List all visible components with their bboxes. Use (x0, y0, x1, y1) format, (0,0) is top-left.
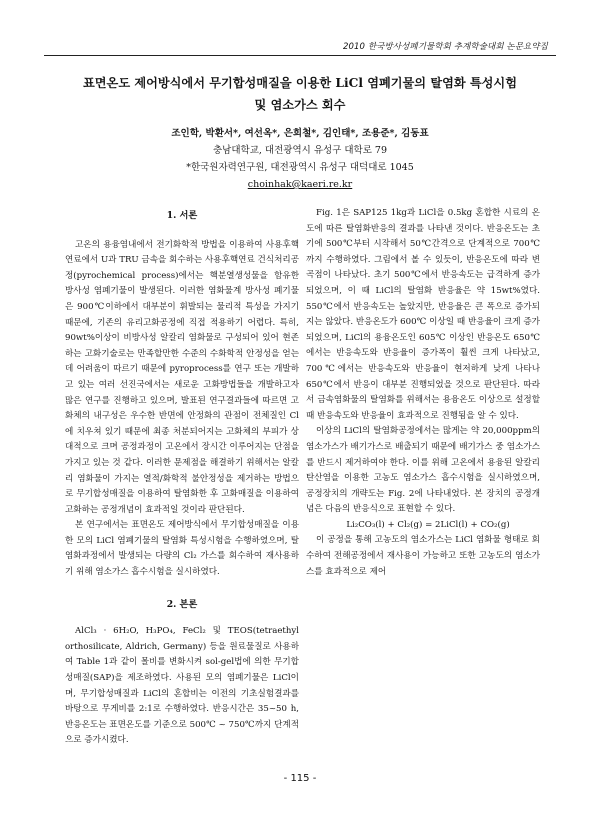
reaction-equation: Li₂CO₃(l) + Cl₂(g) = 2LiCl(l) + CO₂(g) (346, 519, 510, 530)
page-number: - 115 - (283, 773, 317, 784)
right-column (306, 206, 540, 580)
left-column (65, 206, 299, 749)
body-paragraph-3: 이상의 LiCl의 탈염화공정에서는 많게는 약 20,000ppm의 염소가스가 배기가스로 배출되기 때문에 배기가스 중 염소가스를 반드시 제거하여야 한다. 이를 위해 고온에서 용융된 알칼리탄산염을 이용한 고농도 염소가스 흡수시험을 실시하였으며, 공정장치의 개략도는 Fig. 2에 나타내었다. 본 장치의 공정개념은 다음의 반응식으로 표현할 수 있다. (306, 426, 540, 515)
paper-title (60, 72, 540, 116)
intro-paragraph-2: 본 연구에서는 표면온도 제어방식에서 무기합성매질을 이용한 모의 LiCl 염폐기물의 탈염화 특성시험을 수행하였으며, 탈염화과정에서 발생되는 다량의 Cl₂ 가스를 회수하여 재사용하기 위해 염소가스 흡수시험을 실시하였다. (65, 520, 299, 578)
header-rule (44, 55, 556, 56)
authors-line: 조인학, 박환서*, 여선옥*, 은희철*, 김인태*, 조용준*, 김동표 (171, 128, 429, 139)
body-paragraph-2: Fig. 1은 SAP125 1kg과 LiCl을 0.5kg 혼합한 시료의 온도에 따른 탈염화반응의 결과를 나타낸 것이다. 반응온도는 초기에 500℃부터 시작해서 50℃간격으로 단계적으로 700℃까지 수행하였다. 그림에서 볼 수 있듯이, 반응온도에 따라 변곡점이 나타났다. 초기 500℃에서 반응속도는 급격하게 증가되었으며, 이 때 LiCl의 탈염화 반응율은 약 15wt%였다. 550℃에서 반응속도는 높았지만, 반응율은 큰 폭으로 증가되지는 않았다. 반응온도가 600℃ 이상일 때 반응율이 크게 증가되었으며, LiCl의 용융온도인 605℃ 이상인 반응온도 650℃에서는 반응속도와 반응율이 증가폭이 훨씬 크게 나타났고, 700℃에서는 반응속도와 반응율이 현저하게 낮게 나타나 650℃에서 반응이 대부분 진행되었을 것으로 판단된다. 따라서 금속염화물의 탈염화를 위해서는 용융온도 이상으로 설정할 때 반응속도와 반응율이 효과적으로 진행됨을 알 수 있다. (306, 208, 540, 421)
title-line-2: 및 염소가스 회수 (254, 98, 346, 112)
author-block (60, 125, 540, 193)
section-heading-body: 2. 본론 (166, 598, 198, 610)
body-paragraph-4: 이 공정을 통해 고농도의 염소가스는 LiCl 염화물 형태로 회수하여 전해공정에서 재사용이 가능하고 또한 고농도의 염소가스를 효과적으로 제어 (306, 535, 540, 577)
body-paragraph-1: AlCl₃ · 6H₂O, H₃PO₄, FeCl₂ 및 TEOS(tetraethyl orthosilicate, Aldrich, Germany) 등을 원료물질로 사용하여 Table 1과 같이 몰비를 변화시켜 sol-gel법에 의한 무기합성매질(SAP)을 제조하였다. 사용된 모의 염폐기물은 LiCl이며, 무기합성매질과 LiCl의 혼합비는 이전의 기초실험결과를 바탕으로 무게비를 2:1로 수행하였다. 반응시간은 35~50 h, 반응온도는 표면온도를 기준으로 500℃ ~ 750℃까지 단계적으로 증가시켰다. (65, 626, 299, 746)
title-line-1: 표면온도 제어방식에서 무기합성매질을 이용한 LiCl 염폐기물의 탈염화 특성시험 (83, 76, 517, 90)
affiliation-1: 충남대학교, 대전광역시 유성구 대학로 79 (212, 145, 388, 156)
intro-paragraph-1: 고온의 용융염내에서 전기화학적 방법을 이용하여 사용후핵연료에서 U과 TRU 금속을 회수하는 사용후핵연료 건식처리공정(pyrochemical process)에서는 핵분열생성물을 함유한 방사성 염폐기물이 발생된다. 이러한 염화물계 방사성 폐기물은 900℃이하에서 대부분이 휘발되는 물리적 특성을 가지기 때문에, 기존의 유리고화공정에 직접 적용하기 어렵다. 특히, 90wt%이상이 비방사성 알칼리 염화물로 구성되어 있어 현존하는 고화기술로는 만족할만한 수준의 수화학적 안정성을 얻는데 어려움이 따르기 때문에 pyroprocess를 연구 또는 개발하고 있는 여러 선진국에서는 새로운 고화방법들을 개발하고자 많은 연구를 진행하고 있으며, 발표된 연구결과들에 따르면 고화체의 내구성은 우수한 반면에 안정화의 관점이 전체질인 Cl에 치우쳐 있기 때문에 최종 처분되어지는 고화체의 부피가 상대적으로 크며 공정과정이 고온에서 장시간 이루어지는 단점을 가지고 있는 것 같다. 이러한 문제점을 해결하기 위해서는 알칼리 염화물이 가지는 열적/화학적 불안정성을 제거하는 방법으로 무기합성매질을 이용하여 탈염화한 후 고화매질을 이용하여 고화하는 공정개념이 효과적일 것이라 판단된다. (65, 239, 300, 515)
section-heading-intro: 1. 서론 (166, 210, 198, 221)
author-email[interactable]: choinhak@kaeri.re.kr (247, 179, 353, 190)
affiliation-2: *한국원자력연구원, 대전광역시 유성구 대덕대로 1045 (186, 162, 414, 173)
running-header: 2010 한국방사성폐기물학회 추계학술대회 논문요약집 (343, 42, 548, 52)
